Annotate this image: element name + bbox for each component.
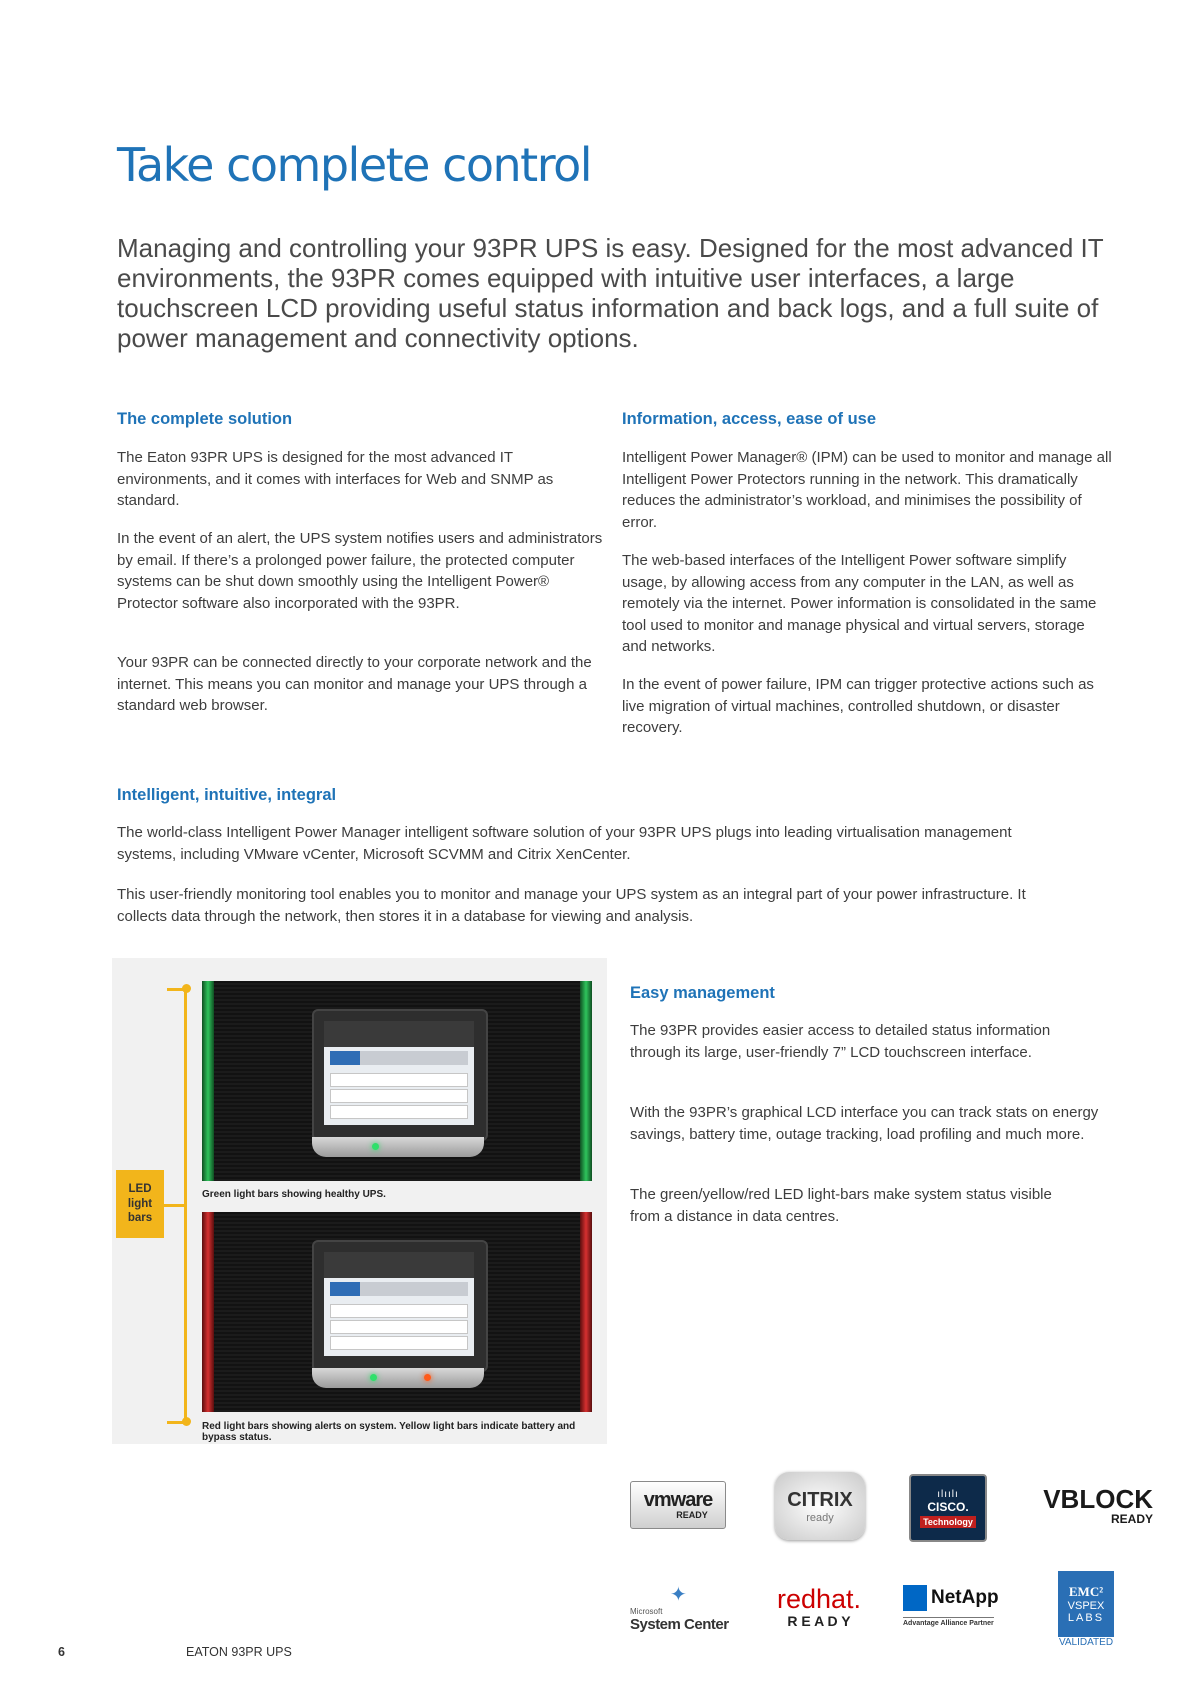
emc-vspex-labs-logo: EMC² VSPEX LABS	[1058, 1571, 1114, 1637]
display-base	[312, 1368, 484, 1388]
vmware-ready-logo: vmware READY	[630, 1481, 726, 1529]
easy-paragraph-3: The green/yellow/red LED light-bars make system status visible from a distance in data centres.	[630, 1186, 1052, 1225]
easy-heading: Easy management	[630, 984, 775, 1002]
green-light-bar-right	[580, 981, 592, 1181]
left-paragraph-1: The Eaton 93PR UPS is designed for the most advanced IT environments, and it comes with interfaces for Web and SNMP as standard.	[117, 449, 554, 509]
lcd-frame	[312, 1009, 488, 1141]
caption-green: Green light bars showing healthy UPS.	[202, 1189, 386, 1200]
left-heading: The complete solution	[117, 410, 293, 428]
right-heading: Information, access, ease of use	[622, 410, 877, 428]
status-led-green	[370, 1374, 377, 1381]
red-light-bar-right	[580, 1212, 592, 1412]
right-paragraph-2: The web-based interfaces of the Intelligent Power software simplify usage, by allowing access from any computer in the LAN, as well as remotely via the internet. Power information is consolidated in the same tool used to monitor and manage physical and virtual servers, storage and networks.	[622, 552, 1097, 655]
vblock-ready-logo: VBLOCK READY	[1043, 1484, 1153, 1526]
integral-paragraph-1: The world-class Intelligent Power Manager intelligent software solution of your 93PR UPS plugs into leading virtualisation management systems, including VMware vCenter, Microsoft SCVMM and Citrix XenCenter.	[117, 824, 1012, 863]
footer-product: EATON 93PR UPS	[186, 1645, 292, 1659]
intro-paragraph: Managing and controlling your 93PR UPS is easy. Designed for the most advanced IT environments, the 93PR comes equipped with intuitive user interfaces, a large touchscreen LCD providing useful status information and back logs, and a full suite of power management and connectivity options.	[117, 233, 1104, 353]
display-base	[312, 1137, 484, 1157]
lcd-frame	[312, 1240, 488, 1372]
left-paragraph-3: Your 93PR can be connected directly to your corporate network and the internet. This means you can monitor and manage your UPS through a standard web browser.	[117, 654, 592, 714]
easy-paragraph-2: With the 93PR’s graphical LCD interface you can track stats on energy savings, battery time, outage tracking, load profiling and much more.	[630, 1104, 1099, 1143]
green-light-bar-left	[202, 981, 214, 1181]
ups-photo-green	[202, 981, 592, 1181]
left-paragraph-2: In the event of an alert, the UPS system notifies users and administrators by email. If there’s a prolonged power failure, the protected computer systems can be shut down smoothly using the Intelligent Power® Protector software also incorporated with the 93PR.	[117, 530, 603, 612]
bracket-dot-top	[182, 984, 191, 993]
led-light-bars-label: LED light bars	[116, 1170, 164, 1238]
caption-red: Red light bars showing alerts on system. Yellow light bars indicate battery and bypass status.	[202, 1421, 576, 1443]
citrix-ready-logo: CITRIX ready	[775, 1472, 865, 1540]
red-light-bar-left	[202, 1212, 214, 1412]
page-title: Take complete control	[117, 138, 592, 192]
integral-heading: Intelligent, intuitive, integral	[117, 786, 337, 804]
cisco-technology-logo: ılıılı CISCO. Technology	[909, 1474, 987, 1542]
emc-validated-text: VALIDATED	[1058, 1637, 1114, 1648]
status-led-green	[372, 1143, 379, 1150]
bracket-tick-mid	[164, 1204, 186, 1207]
integral-paragraph-2: This user-friendly monitoring tool enables you to monitor and manage your UPS system as an integral part of your power infrastructure. It collects data through the network, then stores it in a database for viewing and analysis.	[117, 886, 1026, 925]
right-paragraph-3: In the event of power failure, IPM can trigger protective actions such as live migration of virtual machines, controlled shutdown, or disaster recovery.	[622, 676, 1094, 736]
system-center-icon: ✦	[670, 1583, 687, 1606]
page-number: 6	[58, 1645, 65, 1659]
easy-paragraph-1: The 93PR provides easier access to detailed status information through its large, user-friendly 7” LCD touchscreen interface.	[630, 1022, 1051, 1061]
system-center-logo: ✦ Microsoft System Center	[630, 1583, 729, 1633]
redhat-ready-logo: redhat. R E A D Y	[776, 1584, 862, 1629]
bracket-dot-bottom	[182, 1417, 191, 1426]
status-led-red	[424, 1374, 431, 1381]
netapp-logo: NetApp Advantage Alliance Partner	[903, 1587, 999, 1627]
netapp-icon	[903, 1585, 927, 1611]
ups-photo-red	[202, 1212, 592, 1412]
lcd-touchscreen	[324, 1252, 474, 1356]
right-paragraph-1: Intelligent Power Manager® (IPM) can be used to monitor and manage all Intelligent Power Protectors running in the network. This dramatically reduces the administrator’s workload, and minimises the possibility of error.	[622, 449, 1112, 531]
lcd-touchscreen	[324, 1021, 474, 1125]
